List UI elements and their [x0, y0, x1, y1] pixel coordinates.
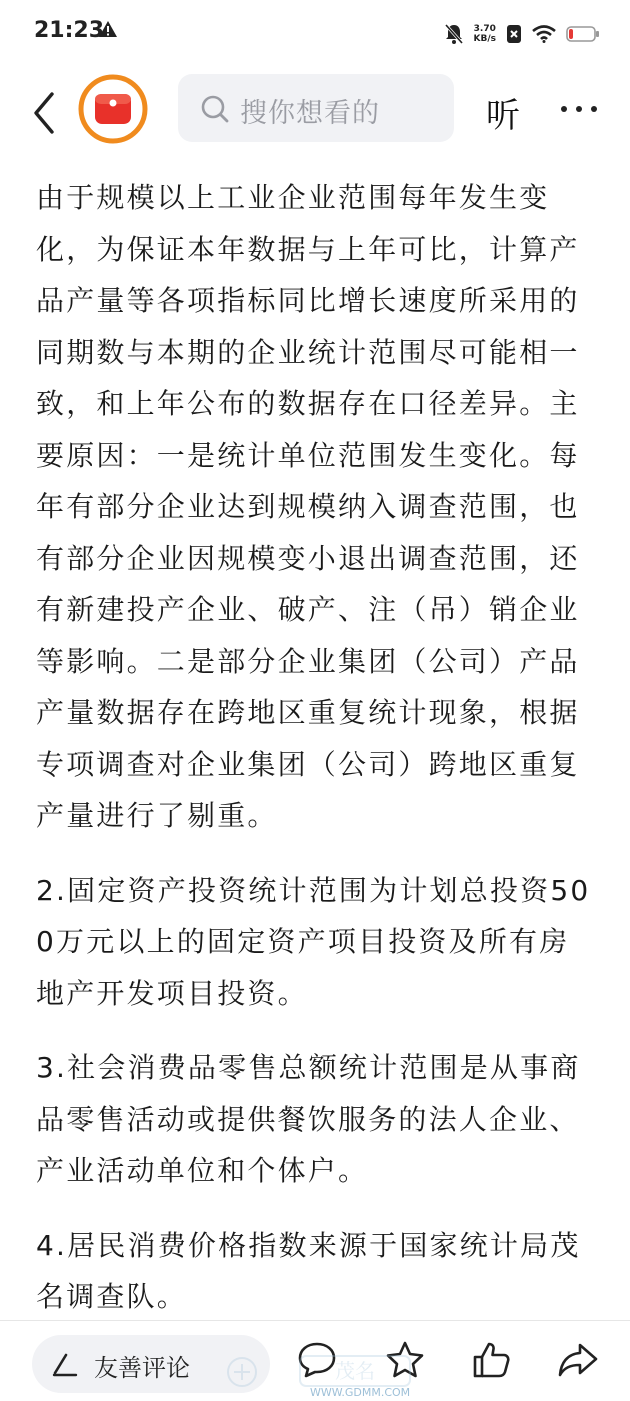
thumbs-up-icon[interactable]: [470, 1339, 512, 1381]
pen-icon: [52, 1351, 78, 1377]
back-arrow-icon[interactable]: [28, 88, 60, 138]
status-bar: [0, 0, 630, 70]
watermark-logo-text: 茂名: [335, 1359, 375, 1383]
net-speed-unit: KB/s: [473, 34, 496, 44]
article-paragraph-4: 4.居民消费价格指数来源于国家统计局茂名调查队。: [36, 1228, 581, 1313]
article-paragraph-2: 2.固定资产投资统计范围为计划总投资500万元以上的固定资产项目投资及所有房地产开发项目投资。: [36, 873, 591, 1010]
status-time: 21:23: [34, 18, 105, 43]
article-body: [36, 172, 598, 1346]
status-icons: [444, 18, 600, 50]
mute-bell-icon: [444, 23, 464, 45]
battery-icon: [566, 25, 600, 43]
net-speed-value: 3.70: [473, 24, 496, 34]
app-logo[interactable]: [78, 74, 148, 144]
search-placeholder: 搜你想看的: [240, 98, 380, 129]
warning-icon: [98, 20, 118, 38]
listen-button[interactable]: 听: [486, 96, 520, 136]
more-icon[interactable]: [558, 94, 602, 124]
net-speed: [474, 24, 496, 44]
article-paragraph-1: 由于规模以上工业企业范围每年发生变化，为保证本年数据与上年可比，计算产品产量等各项指标同比增长速度所采用的同期数与本期的企业统计范围尽可能相一致，和上年公布的数据存在口径差异。主要原因：一是统计单位范围发生变化。每年有部分企业达到规模纳入调查范围，也有部分企业因规模变小退出调查范围，还有新建投产企业、破产、注（吊）销企业等影响。二是部分企业集团（公司）产品产量数据存在跨地区重复统计现象，根据专项调查对企业集团（公司）跨地区重复产量进行了剔重。: [36, 181, 580, 832]
wifi-icon: [532, 25, 556, 43]
watermark-text: WWW.GDMM.COM: [310, 1386, 411, 1399]
share-icon[interactable]: [556, 1339, 600, 1381]
comment-placeholder: 友善评论: [94, 1354, 190, 1382]
article-paragraph-3: 3.社会消费品零售总额统计范围是从事商品零售活动或提供餐饮服务的法人企业、产业活动单位和个体户。: [36, 1051, 581, 1187]
search-icon: [200, 94, 230, 124]
blocked-icon: [506, 24, 522, 44]
search-box[interactable]: [178, 74, 454, 142]
